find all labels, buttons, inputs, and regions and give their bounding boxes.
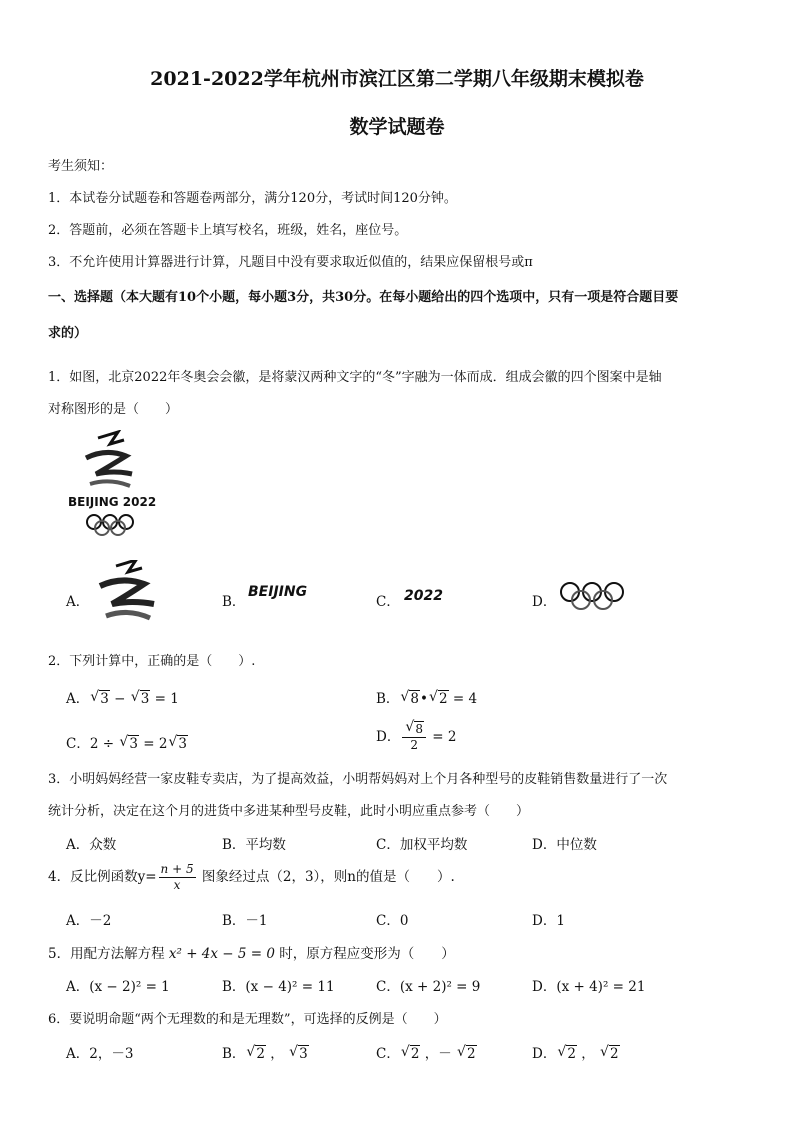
q5-option-d: D．(x + 4)² = 21 bbox=[532, 979, 646, 995]
q4-stem bbox=[48, 862, 455, 893]
q6-option-d bbox=[532, 1042, 620, 1062]
q6-c-radicand-2: 2 bbox=[467, 1046, 476, 1062]
notice-heading: 考生须知： bbox=[48, 159, 114, 174]
q2-option-d-label: D． bbox=[376, 729, 401, 745]
q1-option-c-text: 2022 bbox=[404, 588, 443, 604]
q2-option-c bbox=[66, 732, 188, 752]
q6-c-separator: ，－ bbox=[420, 1046, 457, 1062]
q6-option-b-label: B． bbox=[222, 1046, 246, 1062]
notice-item-3: 3．不允许使用计算器进行计算，凡题目中没有要求取近似值的，结果应保留根号或π bbox=[48, 255, 533, 270]
q1-option-d-label: D． bbox=[532, 594, 557, 610]
q1-option-b-text: BEIJING bbox=[248, 584, 308, 600]
q2-c-equals: = 2 bbox=[138, 736, 168, 752]
q4-stem-prefix: 4．反比例函数y= bbox=[48, 869, 157, 885]
q1-option-a-label: A． bbox=[66, 594, 90, 610]
q2-d-numerator: 8 bbox=[415, 722, 423, 736]
q4-option-d: D．1 bbox=[532, 913, 565, 929]
q2-c-radicand-1: 3 bbox=[129, 736, 138, 752]
q6-option-c-label: C． bbox=[376, 1046, 400, 1062]
q2-option-b-label: B． bbox=[376, 691, 400, 707]
q5-stem-suffix: 时，原方程应变形为（ ） bbox=[279, 946, 455, 962]
q2-c-radicand-2: 3 bbox=[178, 736, 187, 752]
olympic-rings-icon bbox=[558, 580, 628, 612]
q6-b-radicand-1: 2 bbox=[256, 1046, 266, 1062]
emblem-graphic-icon bbox=[66, 430, 166, 540]
q2-a-radicand-2: 3 bbox=[140, 691, 150, 707]
q2-c-prefix: 2 ÷ bbox=[89, 736, 119, 752]
notice-item-2: 2．答题前，必须在答题卡上填写校名，班级，姓名，座位号。 bbox=[48, 223, 408, 238]
q2-stem: 2．下列计算中，正确的是（ ）. bbox=[48, 654, 256, 669]
q2-option-a: A．√ 3 − √ 3 = 1 bbox=[66, 687, 179, 707]
q2-option-a-label: A． bbox=[66, 691, 90, 707]
section-heading: 一、选择题（本大题有10个小题，每小题3分，共30分。在每小题给出的四个选项中，只有一项是符合题目要 bbox=[48, 290, 679, 305]
q3-option-d: D．中位数 bbox=[532, 837, 597, 853]
q6-option-c bbox=[376, 1042, 477, 1062]
olympic-emblem bbox=[66, 430, 166, 540]
emblem-text: BEIJING 2022 bbox=[68, 495, 157, 509]
q5-option-a: A．(x − 2)² = 1 bbox=[66, 979, 170, 995]
q6-stem: 6．要说明命题“两个无理数的和是无理数”，可选择的反例是（ ） bbox=[48, 1012, 447, 1027]
q1-stem: 1．如图，北京2022年冬奥会会徽，是将蒙汉两种文字的“冬”字融为一体而成．组成会徽的四个图案中是轴 bbox=[48, 370, 662, 385]
q1-stem-cont: 对称图形的是（ ） bbox=[48, 402, 179, 417]
q4-option-c: C．0 bbox=[376, 913, 409, 929]
q2-b-radicand-1: 8 bbox=[410, 691, 420, 707]
q5-option-c: C．(x + 2)² = 9 bbox=[376, 979, 481, 995]
q6-b-radicand-2: 3 bbox=[299, 1046, 308, 1062]
q5-equation: x² + 4x − 5 = 0 bbox=[168, 946, 275, 962]
q2-d-denominator: 2 bbox=[410, 738, 418, 752]
q6-option-b bbox=[222, 1042, 309, 1062]
q3-stem: 3．小明妈妈经营一家皮鞋专卖店，为了提高效益，小明帮妈妈对上个月各种型号的皮鞋销售数量进行了一次 bbox=[48, 772, 668, 787]
q2-a-radicand-1: 3 bbox=[100, 691, 109, 707]
q1-option-b-label: B． bbox=[222, 594, 246, 610]
q4-stem-suffix: 图象经过点（2，3），则n的值是（ ）. bbox=[201, 869, 455, 885]
q2-d-result: 2 bbox=[447, 729, 457, 745]
q6-c-radicand-1: 2 bbox=[410, 1046, 420, 1062]
q6-option-d-label: D． bbox=[532, 1046, 557, 1062]
q4-numerator: n + 5 bbox=[160, 862, 194, 876]
q6-d-radicand-2: 2 bbox=[610, 1046, 619, 1062]
q2-b-radicand-2: 2 bbox=[438, 691, 448, 707]
q2-option-d: D． √ $\frac{8}{2}$ = 2 bbox=[376, 722, 456, 753]
q2-a-result: 1 bbox=[170, 691, 179, 707]
q3-option-c: C．加权平均数 bbox=[376, 837, 468, 853]
page-subtitle: 数学试题卷 bbox=[349, 116, 445, 138]
q6-option-a: A．2，－3 bbox=[66, 1046, 134, 1062]
q2-b-result: 4 bbox=[468, 691, 478, 707]
q2-option-c-label: C． bbox=[66, 736, 90, 752]
q6-b-separator: ， bbox=[266, 1046, 289, 1062]
q4-option-b: B．－1 bbox=[222, 913, 268, 929]
q4-denominator: x bbox=[173, 878, 181, 892]
q6-d-radicand-1: 2 bbox=[567, 1046, 576, 1062]
q3-option-b: B．平均数 bbox=[222, 837, 286, 853]
page-title: 2021-2022学年杭州市滨江区第二学期八年级期末模拟卷 bbox=[150, 68, 644, 90]
q4-option-a: A．－2 bbox=[66, 913, 112, 929]
emblem-top-shape-icon bbox=[92, 560, 164, 632]
q3-stem-cont: 统计分析，决定在这个月的进货中多进某种型号皮鞋，此时小明应重点参考（ ） bbox=[48, 804, 530, 819]
section-heading-cont: 求的） bbox=[48, 326, 88, 341]
q5-stem bbox=[48, 942, 455, 962]
q5-stem-prefix: 5．用配方法解方程 bbox=[48, 946, 165, 962]
q2-option-b: B．√ 8•√ 2 = 4 bbox=[376, 687, 477, 707]
q5-option-b: B．(x − 4)² = 11 bbox=[222, 979, 335, 995]
q6-d-separator: ， bbox=[576, 1046, 600, 1062]
q1-option-c-label: C． bbox=[376, 594, 400, 610]
q3-option-a: A．众数 bbox=[66, 837, 117, 853]
notice-item-1: 1．本试卷分试题卷和答题卷两部分，满分120分，考试时间120分钟。 bbox=[48, 191, 457, 206]
